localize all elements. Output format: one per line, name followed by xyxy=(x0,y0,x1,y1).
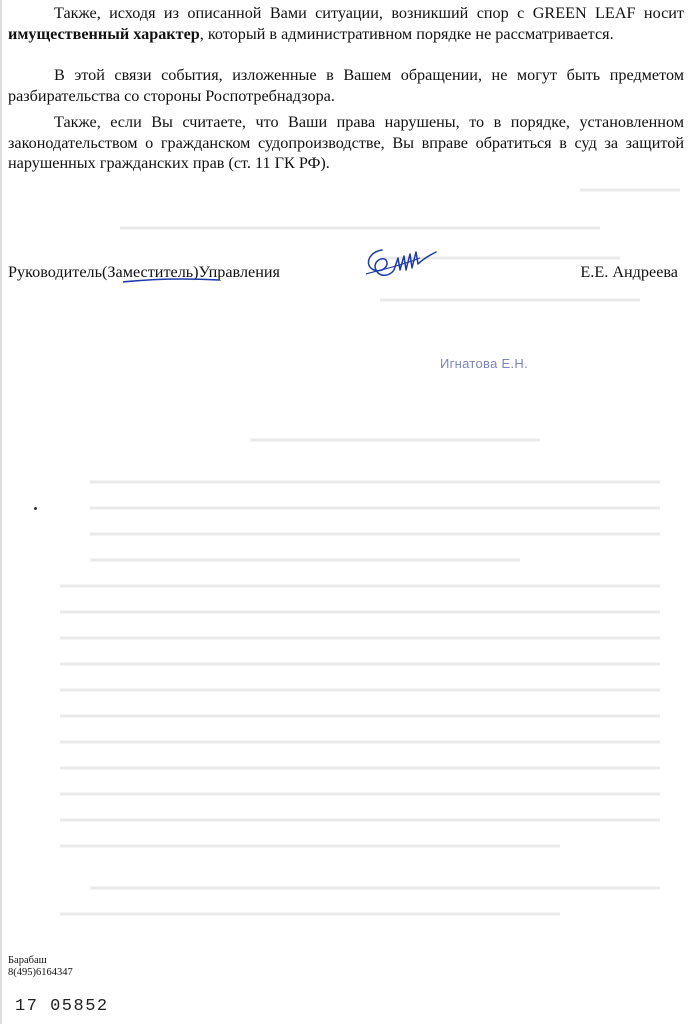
signer-position: Руководитель(Заместитель)Управления xyxy=(8,263,281,281)
paragraph-court-appeal: Также, если Вы считаете, что Ваши права нарушены, то в порядке, установленном законодательством о гражданском судопроизводстве, Вы вправе обратиться в суд за защитой нарушенных гражданских прав (ст. 11 ГК РФ). xyxy=(8,113,684,172)
executor-stamp: Игнатова Е.Н. xyxy=(440,356,529,371)
registration-number: 17 05852 xyxy=(15,997,109,1016)
paragraph-not-subject: В этой связи события, изложенные в Вашем обращении, не могут быть предметом разбирательства со стороны Роспотребнадзора. xyxy=(8,66,684,105)
paragraph-text: Также, исходя из описанной Вами ситуации, возникший спор с GREEN LEAF носит xyxy=(54,4,684,22)
paragraph-text: , который в административном порядке не рассматривается. xyxy=(199,24,614,43)
executor-phone: 8(495)6164347 xyxy=(8,967,73,978)
handwritten-underline xyxy=(121,276,221,286)
paragraph-dispute-nature xyxy=(8,3,684,44)
executor-name: Барабаш xyxy=(8,955,47,966)
signer-name: Е.Е. Андреева xyxy=(580,263,678,281)
ink-dot xyxy=(34,507,37,510)
bold-phrase: имущественный характер xyxy=(8,24,200,43)
handwritten-signature xyxy=(360,240,440,284)
